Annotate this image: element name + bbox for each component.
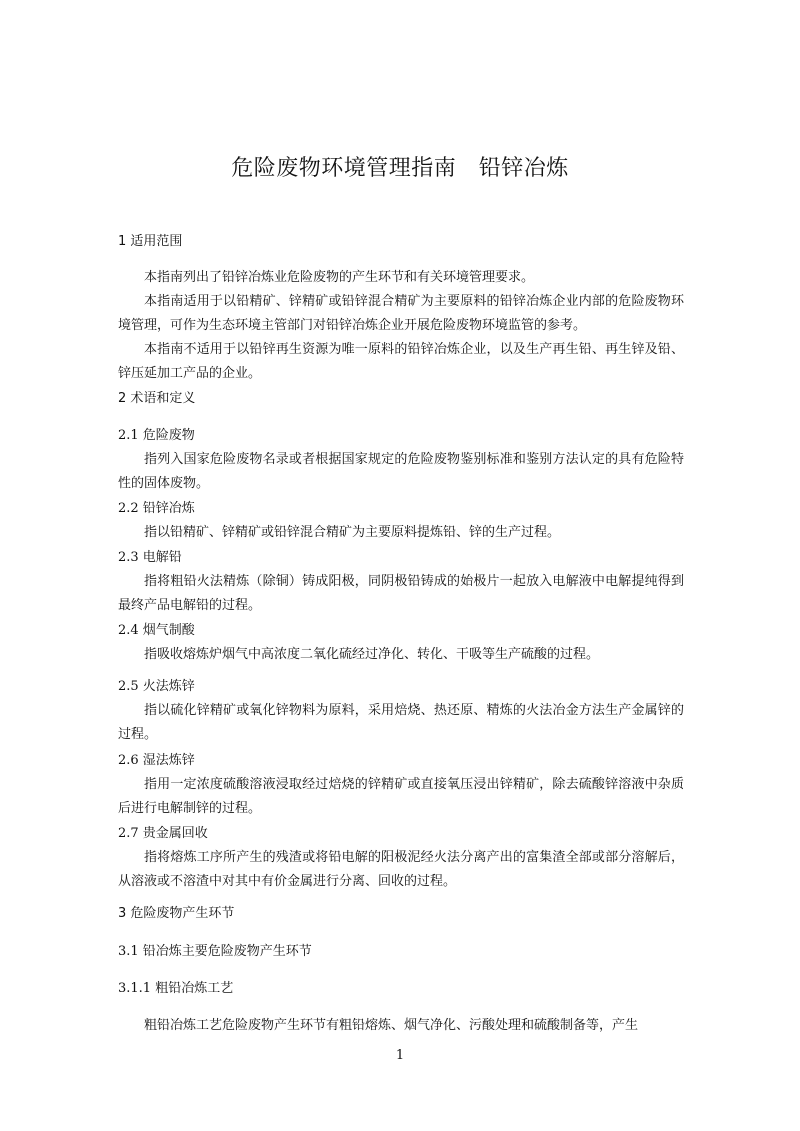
term-heading: 2.6 湿法炼锌	[118, 753, 195, 768]
subsection-heading: 3.1 铅冶炼主要危险废物产生环节	[118, 944, 312, 959]
term-definition: 指将粗铅火法精炼（除铜）铸成阳极，同阴极铅铸成的始极片一起放入电解液中电解提纯得到最终产品电解铅的过程。	[118, 574, 684, 613]
page-number: 1	[395, 1048, 405, 1063]
term-2-1	[118, 424, 684, 496]
section-1-heading: 1 适用范围	[118, 234, 183, 249]
term-heading: 2.2 铅锌冶炼	[118, 501, 195, 516]
subsection-heading: 3.1.1 粗铅冶炼工艺	[118, 981, 234, 996]
term-definition: 指将熔炼工序所产生的残渣或将铅电解的阳极泥经火法分离产出的富集渣全部或部分溶解后，从溶液或不溶渣中对其中有价金属进行分离、回收的过程。	[118, 850, 684, 889]
term-definition: 指列入国家危险废物名录或者根据国家规定的危险废物鉴别标准和鉴别方法认定的具有危险特性的固体废物。	[118, 452, 684, 491]
term-definition: 指用一定浓度硫酸溶液浸取经过焙烧的锌精矿或直接氧压浸出锌精矿，除去硫酸锌溶液中杂质后进行电解制锌的过程。	[118, 777, 684, 816]
document-title: 危险废物环境管理指南 铅锌冶炼	[231, 156, 569, 181]
term-heading: 2.4 烟气制酸	[118, 623, 195, 638]
term-2-6	[118, 749, 684, 821]
section-3	[118, 902, 684, 926]
section-2	[118, 387, 684, 411]
term-definition: 指以铅精矿、锌精矿或铅锌混合精矿为主要原料提炼铅、锌的生产过程。	[144, 525, 561, 540]
term-heading: 2.7 贵金属回收	[118, 826, 208, 841]
term-2-3	[118, 546, 684, 618]
term-2-4	[118, 619, 684, 667]
term-heading: 2.1 危险废物	[118, 428, 195, 443]
section-1	[118, 230, 684, 254]
section-3-1	[118, 940, 684, 964]
term-2-2	[118, 497, 684, 545]
section-3-1-1	[118, 977, 684, 1001]
term-heading: 2.3 电解铅	[118, 550, 182, 565]
term-2-7	[118, 822, 684, 894]
section-3-1-1-body	[118, 1014, 684, 1038]
section-2-heading: 2 术语和定义	[118, 391, 196, 406]
section-1-paragraph-3: 本指南不适用于以铅锌再生资源为唯一原料的铅锌冶炼企业，以及生产再生铅、再生锌及铅、锌压延加工产品的企业。	[118, 342, 684, 381]
section-3-paragraph-1: 粗铅冶炼工艺危险废物产生环节有粗铅熔炼、烟气净化、污酸处理和硫酸制备等，产生	[144, 1018, 639, 1033]
section-1-paragraph-1: 本指南列出了铅锌冶炼业危险废物的产生环节和有关环境管理要求。	[144, 270, 535, 285]
term-definition: 指吸收熔炼炉烟气中高浓度二氧化硫经过净化、转化、干吸等生产硫酸的过程。	[144, 647, 600, 662]
term-2-5	[118, 675, 684, 747]
term-heading: 2.5 火法炼锌	[118, 679, 195, 694]
term-definition: 指以硫化锌精矿或氧化锌物料为原料，采用焙烧、热还原、精炼的火法冶金方法生产金属锌的过程。	[118, 703, 684, 742]
section-3-heading: 3 危险废物产生环节	[118, 906, 235, 921]
section-1-body	[118, 266, 684, 386]
section-1-paragraph-2: 本指南适用于以铅精矿、锌精矿或铅锌混合精矿为主要原料的铅锌冶炼企业内部的危险废物环境管理，可作为生态环境主管部门对铅锌冶炼企业开展危险废物环境监管的参考。	[118, 294, 684, 333]
